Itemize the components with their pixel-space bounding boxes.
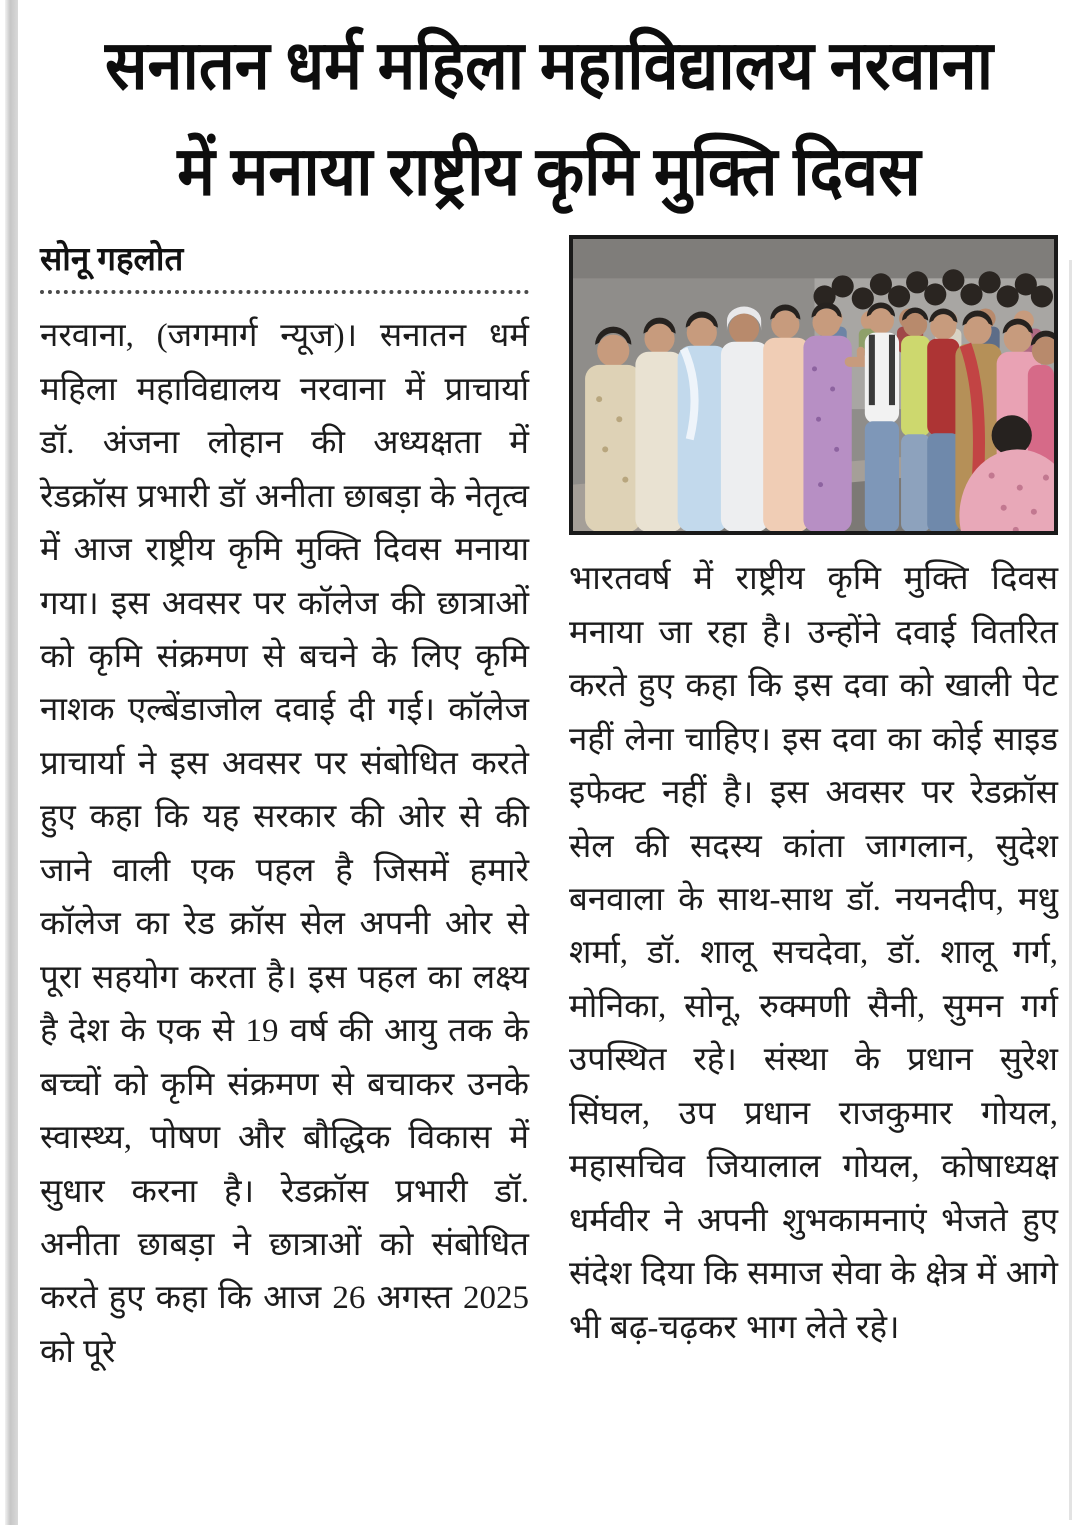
article-body-right: भारतवर्ष में राष्ट्रीय कृमि मुक्ति दिवस मनाया जा रहा है। उन्होंने दवाई वितरित करते हुए कहा कि इस दवा को खाली पेट नहीं लेना चाहिए। इस दवा का कोई साइड इफेक्ट नहीं है। इस अवसर पर रेडक्रॉस सेल की सदस्य कांता जागलान, सुदेश बनवाला के साथ-साथ डॉ. नयनदीप, मधु शर्मा, डॉ. शालू सचदेवा, डॉ. शालू गर्ग, मोनिका, सोनू, रुक्मणी सैनी, सुमन गर्ग उपस्थित रहे। संस्था के प्रधान सुरेश सिंघल, उप प्रधान राजकुमार गोयल, महासचिव जियालाल गोयल, कोषाध्यक्ष धर्मवीर ने अपनी शुभकामनाएं भेजते हुए संदेश दिया कि समाज सेवा के क्षेत्र में आगे भी बढ़-चढ़कर भाग लेते रहे। xyxy=(569,561,1058,1346)
scan-edge-shadow xyxy=(1069,260,1072,1520)
group-photo-illustration xyxy=(573,239,1054,531)
scan-edge-strip xyxy=(5,0,18,1525)
article-columns xyxy=(40,235,1058,1379)
left-column xyxy=(40,235,529,1379)
right-column xyxy=(569,235,1058,1379)
headline-line-1: सनातन धर्म महिला महाविद्यालय नरवाना xyxy=(104,28,994,104)
headline-line-2: में मनाया राष्ट्रीय कृमि मुक्ति दिवस xyxy=(177,133,921,210)
article-headline xyxy=(40,14,1058,225)
article-body-left: नरवाना, (जगमार्ग न्यूज)। सनातन धर्म महिला महाविद्यालय नरवाना में प्राचार्या डॉ. अंजना लोहान की अध्यक्षता में रेडक्रॉस प्रभारी डॉ अनीता छाबड़ा के नेतृत्व में आज राष्ट्रीय कृमि मुक्ति दिवस मनाया गया। इस अवसर पर कॉलेज की छात्राओं को कृमि संक्रमण से बचने के लिए कृमि नाशक एल्बेंडाजोल दवाई दी गई। कॉलेज प्राचार्या ने इस अवसर पर संबोधित करते हुए कहा कि यह सरकार की ओर से की जाने वाली एक पहल है जिसमें हमारे कॉलेज का रेड क्रॉस सेल अपनी ओर से पूरा सहयोग करता है। इस पहल का लक्ष्य है देश के एक से 19 वर्ष की आयु तक के बच्चों को कृमि संक्रमण से बचाकर उनके स्वास्थ्य, पोषण और बौद्धिक विकास में सुधार करना है। रेडक्रॉस प्रभारी डॉ. अनीता छाबड़ा ने छात्राओं को संबोधित करते हुए कहा कि आज 26 अगस्त 2025 को पूरे xyxy=(40,318,529,1370)
article-photo xyxy=(569,235,1058,535)
byline: सोनू गहलोत xyxy=(40,235,529,294)
newspaper-clipping xyxy=(40,14,1058,1379)
